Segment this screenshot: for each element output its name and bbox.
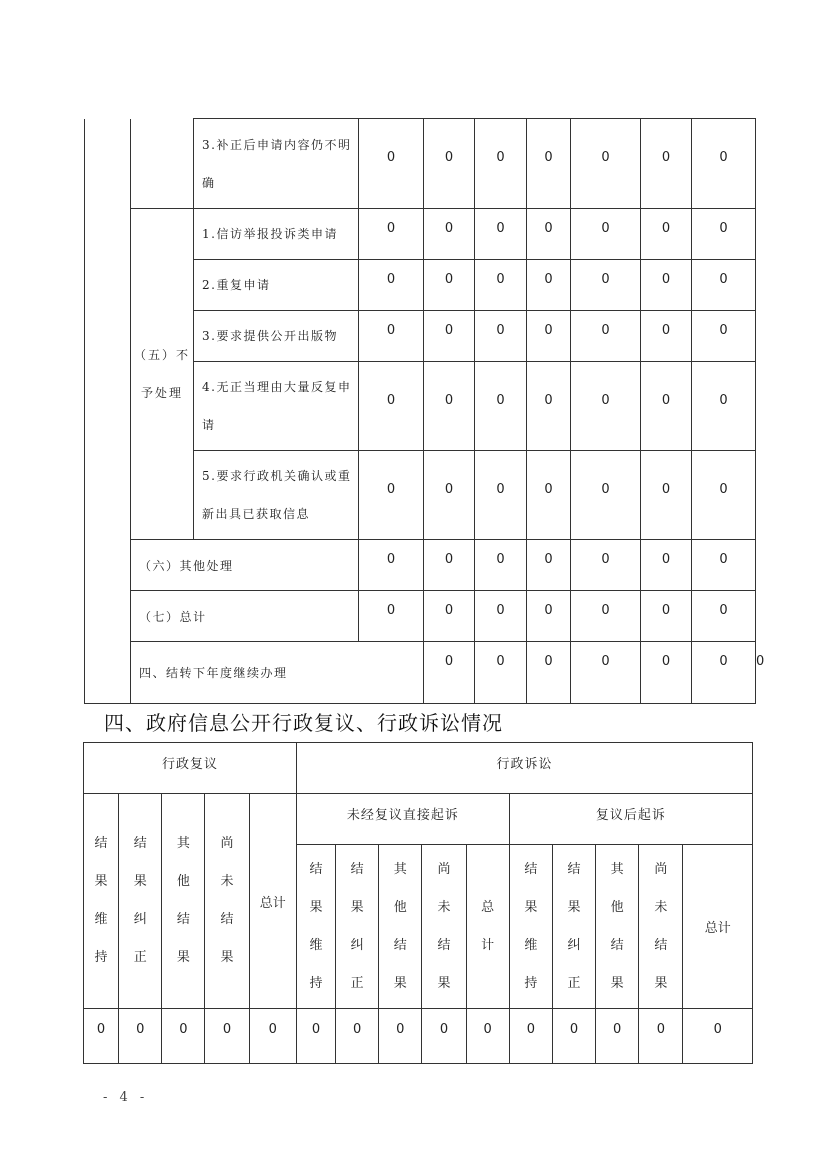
value-cell: 0 [119, 1009, 162, 1064]
disposition-table [84, 118, 765, 704]
value-cell: 0 [641, 451, 692, 540]
value-cell: 0 [359, 362, 424, 451]
row-label: 4.无正当理由大量反复申请 [194, 362, 359, 451]
value-cell: 0 [596, 1009, 639, 1064]
value-cell: 0 [527, 642, 571, 704]
admin-review-header: 行政复议 [84, 743, 297, 794]
value-cell: 0 [571, 540, 641, 591]
value-cell: 0 [84, 1009, 119, 1064]
row-label: 3.补正后申请内容仍不明确 [194, 119, 359, 209]
value-cell: 0 [475, 540, 527, 591]
value-cell: 0 [475, 642, 527, 704]
value-cell: 0 [692, 540, 756, 591]
table-row [85, 209, 756, 260]
table-row [84, 794, 753, 845]
value-cell: 0 [424, 260, 475, 311]
col-header-correct: 结果纠正 [552, 845, 595, 1009]
value-cell: 0 [641, 209, 692, 260]
value-cell: 0 [424, 642, 475, 704]
row-label: 四、结转下年度继续办理 [131, 642, 424, 704]
table-row: 四、结转下年度继续办理 0 0 0 0 0 0 0 [85, 642, 756, 704]
value-cell: 0 [359, 209, 424, 260]
value-cell: 0 [571, 591, 641, 642]
col-header-other: 其他结果 [596, 845, 639, 1009]
table-row [84, 743, 753, 794]
value-cell: 0 [475, 119, 527, 209]
value-cell: 0 [641, 540, 692, 591]
value-cell: 0 [571, 642, 641, 704]
value-cell: 0 [692, 119, 756, 209]
value-cell: 0 [466, 1009, 509, 1064]
value-cell: 0 [162, 1009, 205, 1064]
value-cell: 0 [571, 451, 641, 540]
value-cell: 0 [424, 311, 475, 362]
table-row [84, 1009, 753, 1064]
col-header-other: 其他结果 [379, 845, 422, 1009]
col-header-correct: 结果纠正 [119, 794, 162, 1009]
row-label: 2.重复申请 [194, 260, 359, 311]
value-cell: 0 [205, 1009, 249, 1064]
row-label: 3.要求提供公开出版物 [194, 311, 359, 362]
value-cell: 0 [359, 540, 424, 591]
value-cell: 0 [527, 451, 571, 540]
value-cell: 0 [552, 1009, 595, 1064]
value-cell: 0 [527, 540, 571, 591]
value-cell: 0 [692, 362, 756, 451]
table-row [85, 591, 756, 642]
col-header-total: 总计 [683, 845, 753, 1009]
value-cell: 0 [639, 1009, 683, 1064]
value-cell: 0 [475, 260, 527, 311]
value-cell: 0 [692, 642, 756, 704]
value-cell: 0 [424, 591, 475, 642]
page-number: - 4 - [103, 1090, 149, 1105]
value-cell: 0 [527, 311, 571, 362]
col-header-pending: 尚未结果 [639, 845, 683, 1009]
value-cell: 0 [571, 119, 641, 209]
value-cell: 0 [571, 260, 641, 311]
col-header-maintain: 结果维持 [296, 845, 335, 1009]
value-cell: 0 [692, 451, 756, 540]
row-label: （七）总计 [131, 591, 359, 642]
after-review-header: 复议后起诉 [509, 794, 752, 845]
value-cell: 0 [692, 260, 756, 311]
value-cell: 0 [527, 209, 571, 260]
value-cell: 0 [422, 1009, 466, 1064]
value-cell: 0 [475, 311, 527, 362]
review-litigation-table [83, 742, 753, 1064]
value-cell: 0 [475, 362, 527, 451]
value-cell: 0 [424, 209, 475, 260]
value-cell: 0 [359, 260, 424, 311]
value-cell: 0 [475, 591, 527, 642]
value-cell: 0 [424, 119, 475, 209]
value-cell: 0 [683, 1009, 753, 1064]
value-cell: 0 [641, 642, 692, 704]
value-cell: 0 [424, 451, 475, 540]
value-cell: 0 [296, 1009, 335, 1064]
value-cell: 0 [641, 591, 692, 642]
value-cell: 0 [424, 540, 475, 591]
row-label: （六）其他处理 [131, 540, 359, 591]
value-cell: 0 [475, 451, 527, 540]
value-cell: 0 [379, 1009, 422, 1064]
col-header-total: 总计 [249, 794, 296, 1009]
value-cell: 0 [692, 591, 756, 642]
value-cell: 0 [571, 362, 641, 451]
value-cell: 0 [336, 1009, 379, 1064]
value-cell: 0 [475, 209, 527, 260]
section-heading: 四、政府信息公开行政复议、行政诉讼情况 [104, 711, 503, 735]
value-cell: 0 [249, 1009, 296, 1064]
admin-litigation-header: 行政诉讼 [296, 743, 752, 794]
table-row [85, 119, 756, 209]
value-cell: 0 [527, 591, 571, 642]
value-cell: 0 [641, 362, 692, 451]
value-cell: 0 [527, 119, 571, 209]
value-cell: 0 [359, 311, 424, 362]
col-header-correct: 结果纠正 [336, 845, 379, 1009]
category-wu-cell: （五）不予处理 [131, 209, 194, 540]
value-cell: 0 [692, 209, 756, 260]
value-cell: 0 [641, 311, 692, 362]
col-header-maintain: 结果维持 [84, 794, 119, 1009]
col-header-total: 总计 [466, 845, 509, 1009]
col-header-maintain: 结果维持 [509, 845, 552, 1009]
category-cell [131, 119, 194, 209]
value-cell: 0 [641, 119, 692, 209]
value-cell: 0 [571, 311, 641, 362]
col-header-pending: 尚未结果 [205, 794, 249, 1009]
direct-suit-header: 未经复议直接起诉 [296, 794, 509, 845]
value-cell: 0 [359, 451, 424, 540]
value-cell: 0 [509, 1009, 552, 1064]
outer-category-cell [85, 119, 131, 704]
value-cell: 0 [359, 119, 424, 209]
value-cell: 0 [359, 591, 424, 642]
row-label: 1.信访举报投诉类申请 [194, 209, 359, 260]
col-header-other: 其他结果 [162, 794, 205, 1009]
value-cell: 0 [692, 311, 756, 362]
value-cell: 0 [571, 209, 641, 260]
value-cell: 0 [527, 362, 571, 451]
row-label: 5.要求行政机关确认或重新出具已获取信息 [194, 451, 359, 540]
value-cell: 0 [641, 260, 692, 311]
value-cell: 0 [424, 362, 475, 451]
value-cell: 0 [527, 260, 571, 311]
table-row [85, 540, 756, 591]
col-header-pending: 尚未结果 [422, 845, 466, 1009]
